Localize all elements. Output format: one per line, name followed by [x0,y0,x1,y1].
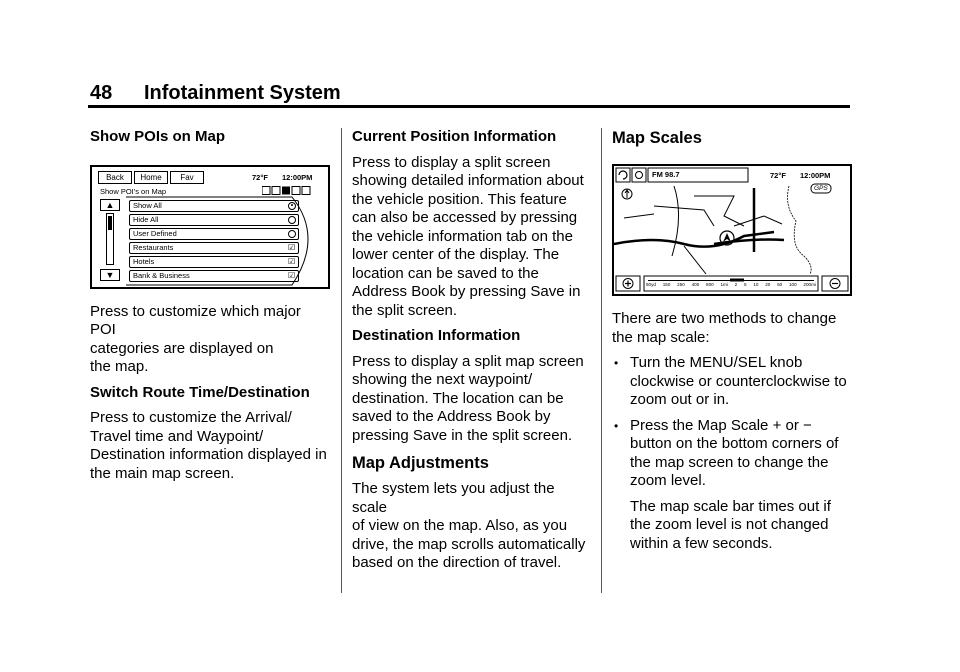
scale-label: 10 [753,282,759,287]
scroll-down-button[interactable]: ▼ [100,269,120,281]
bullet-text: Turn the MENU/SEL knob clockwise or counterclockwise to zoom out or in. [630,354,847,408]
poi-row-label: Restaurants [133,242,174,252]
poi-screen-title: Show POI's on Map [100,186,167,196]
scale-label: 2 [734,282,738,287]
map-scale-labels [646,281,816,288]
scale-label: 250 [677,282,685,287]
heading-switch-route: Switch Route Time/Destination [90,383,310,401]
scale-label: 50 [777,282,783,287]
map-clock: 12:00PM [800,171,831,180]
scroll-up-button[interactable]: ▲ [100,199,120,211]
temperature: 72°F [252,172,268,182]
paragraph-show-pois: Press to customize which major POI categories are displayed on the map. [90,302,301,375]
scale-label: 200mi [803,282,816,287]
poi-row-hide-all[interactable] [129,214,299,226]
scale-label: 20 [765,282,771,287]
poi-row-label: Hide All [133,214,159,224]
poi-row-label: Show All [133,200,162,210]
column-3 [612,128,852,553]
column-divider-2 [601,128,602,593]
poi-row-show-all[interactable] [129,200,299,212]
bullet-text: Press the Map Scale + or − button on the bottom corners of the map screen to change the zoom level. [630,416,839,489]
scale-label: 400 [691,282,700,287]
clock: 12:00PM [282,172,313,182]
header-rule [88,105,850,108]
poi-row-hotels[interactable] [129,256,299,268]
column-1 [90,128,330,483]
poi-row-label: Hotels [133,256,155,266]
bullet-icon: • [614,356,619,370]
radio-selected-icon [288,202,296,210]
heading-map-scales: Map Scales [612,129,702,147]
bullet-icon: • [614,418,619,433]
heading-current-position: Current Position Information [352,128,557,145]
poi-row-label: Bank & Business [133,270,190,280]
poi-row-user-defined[interactable] [129,228,299,240]
home-tab[interactable]: Home [134,171,168,184]
paragraph-destination-info: Press to display a split map screen showing the next waypoint/ destination. The location can be saved to the Address Book by pressing Save in the split screen. [352,352,584,444]
scale-label: 100 [788,282,797,287]
map-temperature: 72°F [770,171,786,180]
heading-destination-info: Destination Information [352,327,521,344]
column-divider-1 [341,128,342,593]
scroll-thumb[interactable] [108,216,112,230]
checkbox-checked-icon: ☑ [288,270,296,280]
radio-icon [288,216,296,224]
heading-show-pois: Show POIs on Map [90,128,226,145]
poi-list-frame [92,167,328,287]
checkbox-checked-icon: ☑ [288,242,296,252]
paragraph-current-position: Press to display a split screen showing detailed information about the vehicle position. This feature can also be accessed by pressing the vehicle information tab on the lower center of the display. The location can be saved to the Address Book by pressing Save in the split screen. [352,153,584,319]
scale-label: 800 [706,282,714,287]
scale-label: 50yd [646,282,656,287]
bullet-map-scale-button [612,417,852,491]
poi-screen-figure [90,165,330,289]
scrollbar[interactable] [106,213,114,265]
gps-badge: GPS [814,185,828,192]
map-screen-figure [612,164,852,296]
poi-row-label: User Defined [133,228,177,238]
checkbox-checked-icon: ☑ [288,256,296,266]
radio-station: FM 98.7 [652,170,680,179]
paragraph-switch-route: Press to customize the Arrival/ Travel time and Waypoint/ Destination information displayed in the main map screen. [90,409,327,482]
heading-map-adjustments: Map Adjustments [352,454,489,472]
fav-tab[interactable]: Fav [170,171,204,184]
scale-label: 1mi [720,282,728,287]
radio-icon [288,230,296,238]
back-tab[interactable]: Back [98,171,132,184]
poi-row-restaurants[interactable] [129,242,299,254]
chapter-title: Infotainment System [144,82,341,104]
scale-label: 5 [743,282,747,287]
paragraph-map-adjustments: The system lets you adjust the scale of view on the map. Also, as you drive, the map scrolls automatically based on the direction of travel. [352,480,586,571]
paragraph-scale-timeout: The map scale bar times out if the zoom level is not changed within a few seconds. [630,497,831,552]
scale-label: 150 [662,282,671,287]
poi-row-bank-business[interactable] [129,270,299,282]
paragraph-map-scales-intro: There are two methods to change the map scale: [612,310,837,346]
page-number: 48 [90,82,113,104]
bullet-menu-knob [612,354,852,410]
column-2 [352,128,592,573]
